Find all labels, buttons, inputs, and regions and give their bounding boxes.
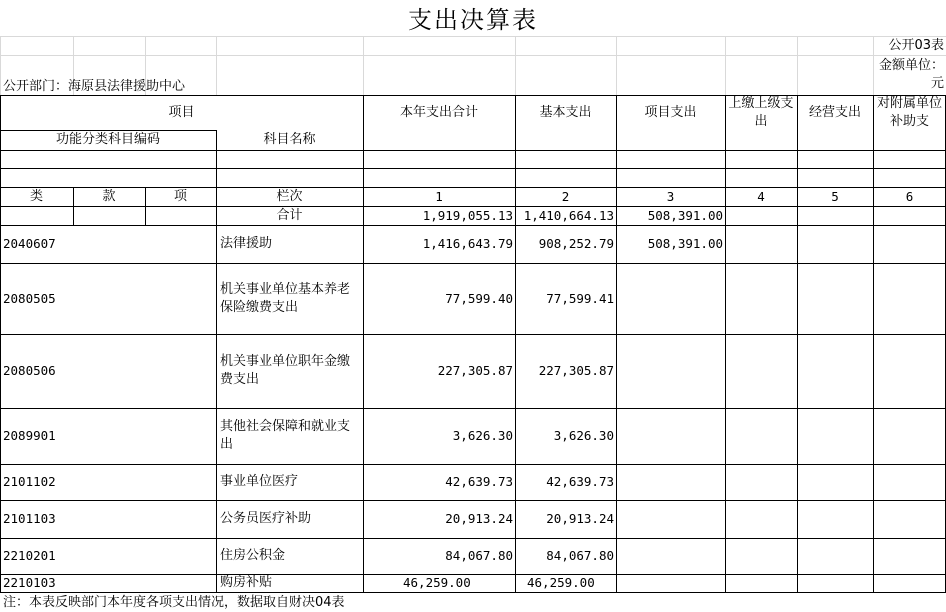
header-lanci: 栏次	[276, 188, 303, 204]
row-basic: 227,305.87	[538, 363, 614, 378]
header-subsidy: 对附属单位补助支	[876, 95, 942, 129]
header-kuan: 款	[102, 188, 116, 204]
row-basic: 908,252.79	[538, 236, 614, 251]
unit-label: 金额单位：元	[878, 58, 944, 91]
row-project	[616, 500, 725, 538]
row-total: 1,416,643.79	[422, 236, 513, 251]
row-project	[616, 334, 725, 408]
header-project: 项目支出	[644, 104, 697, 120]
column-number: 5	[831, 188, 839, 204]
row-subject-name: 法律援助	[220, 236, 273, 251]
department-label: 公开部门：海原县法律援助中心	[3, 79, 186, 94]
row-total: 42,639.73	[445, 474, 513, 489]
page-title: 支出决算表	[408, 6, 538, 34]
footnote: 注：本表反映部门本年度各项支出情况，数据取自财决04表	[3, 595, 345, 610]
row-basic: 42,639.73	[546, 474, 614, 489]
row-code: 2080505	[3, 290, 56, 306]
row-subject-name: 住房公积金	[220, 548, 286, 563]
header-subject-name: 科目名称	[263, 132, 316, 147]
row-code: 2210201	[3, 548, 56, 563]
row-subject-name: 事业单位医疗	[220, 474, 299, 489]
row-subject-name: 其他社会保障和就业支出	[220, 419, 351, 452]
row-project	[616, 574, 725, 592]
row-total: 227,305.87	[437, 363, 513, 378]
row-basic: 3,626.30	[553, 428, 614, 443]
row-code: 2101102	[3, 474, 56, 489]
row-subject-name: 机关事业单位基本养老保险缴费支出	[220, 281, 351, 315]
row-code: 2089901	[3, 428, 56, 443]
row-code: 2101103	[3, 511, 56, 526]
row-basic: 46,259.00	[527, 575, 595, 590]
header-func-code: 功能分类科目编码	[55, 132, 160, 147]
header-operation: 经营支出	[808, 104, 861, 120]
row-code: 2210103	[3, 575, 56, 590]
row-basic: 84,067.80	[546, 548, 614, 563]
total-label: 合计	[276, 207, 303, 223]
row-subject-name: 购房补贴	[220, 575, 273, 590]
column-number: 1	[435, 188, 443, 204]
header-item: 项目	[168, 104, 195, 120]
header-lei: 类	[29, 188, 43, 204]
row-project: 508,391.00	[647, 236, 723, 251]
row-total: 20,913.24	[445, 511, 513, 526]
total-project: 508,391.00	[647, 207, 723, 223]
header-total: 本年支出合计	[399, 104, 478, 120]
form-code: 公开03表	[888, 37, 944, 53]
row-subject-name: 机关事业单位职年金缴费支出	[220, 354, 351, 387]
row-total: 77,599.40	[445, 290, 513, 306]
column-number: 3	[666, 188, 675, 204]
column-number: 6	[905, 188, 914, 204]
header-upper: 上缴上级支出	[728, 95, 794, 129]
row-project	[616, 408, 725, 464]
row-project	[616, 263, 725, 334]
total-amount: 1,919,055.13	[422, 207, 513, 223]
row-basic: 20,913.24	[546, 511, 614, 526]
row-subject-name: 公务员医疗补助	[220, 511, 312, 526]
row-project	[616, 464, 725, 500]
row-project	[616, 538, 725, 574]
row-code: 2080506	[3, 363, 56, 378]
row-total: 3,626.30	[452, 428, 513, 443]
total-basic: 1,410,664.13	[523, 207, 614, 223]
column-number: 2	[561, 188, 570, 204]
row-total: 46,259.00	[403, 575, 471, 590]
row-total: 84,067.80	[445, 548, 513, 563]
column-number: 4	[757, 188, 765, 204]
header-basic: 基本支出	[539, 104, 592, 120]
row-code: 2040607	[3, 236, 56, 251]
header-xiang: 项	[173, 188, 187, 204]
row-basic: 77,599.41	[546, 290, 614, 306]
